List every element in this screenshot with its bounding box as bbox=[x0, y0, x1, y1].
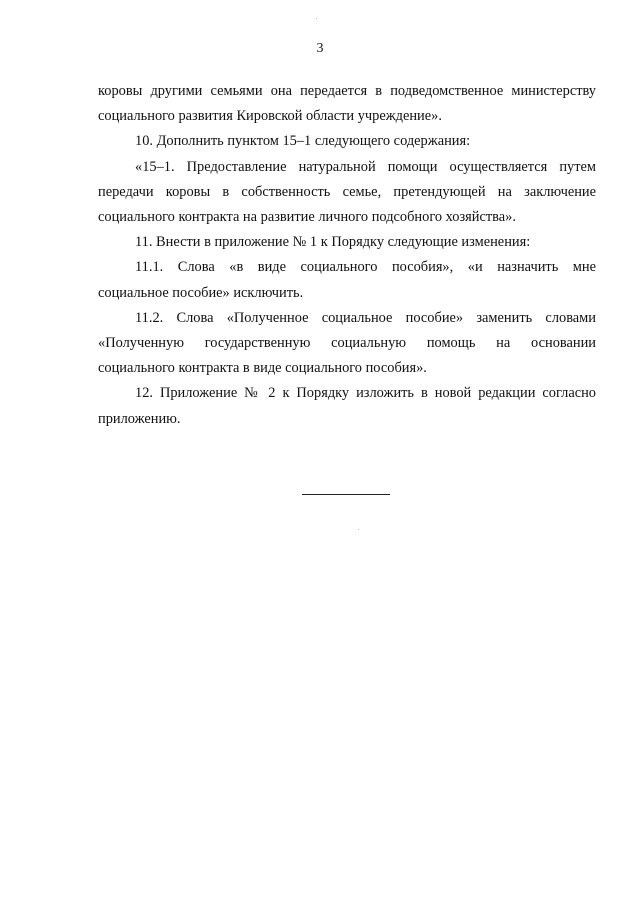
paragraph-item-11 bbox=[98, 230, 596, 255]
scan-speck bbox=[358, 529, 359, 530]
text-line: коровы другими семьями она передается в подведомственное министерству bbox=[98, 83, 596, 99]
paragraph-item-10 bbox=[98, 129, 596, 154]
text-line: социального развития Кировской области учреждение». bbox=[98, 108, 442, 125]
text-line: приложению. bbox=[98, 410, 181, 427]
end-separator-line bbox=[302, 494, 390, 495]
page-number: 3 bbox=[316, 41, 324, 56]
text-line: социальное пособие» исключить. bbox=[98, 284, 304, 301]
text-line: социального контракта в виде социального пособия». bbox=[98, 360, 427, 377]
scan-speck bbox=[316, 18, 317, 19]
text-line: социального контракта на развитие личного подсобного хозяйства». bbox=[98, 209, 516, 226]
text-line: 11. Внести в приложение № 1 к Порядку следующие изменения: bbox=[135, 234, 531, 251]
paragraph-item-15-1 bbox=[98, 155, 596, 231]
paragraph-continuation bbox=[98, 79, 596, 129]
text-line: передачи коровы в собственность семье, претендующей на заключение bbox=[98, 183, 596, 200]
document-body bbox=[98, 79, 596, 432]
text-line: 11.1. Слова «в виде социального пособия», «и назначить мне bbox=[135, 259, 596, 276]
paragraph-item-11-2 bbox=[98, 306, 596, 382]
paragraph-item-12 bbox=[98, 381, 596, 431]
text-line: «Полученную государственную социальную помощь на основании bbox=[98, 335, 596, 352]
text-line: 10. Дополнить пунктом 15–1 следующего содержания: bbox=[135, 133, 471, 150]
text-line: «15–1. Предоставление натуральной помощи осуществляется путем bbox=[135, 158, 596, 175]
text-line: 12. Приложение № 2 к Порядку изложить в новой редакции согласно bbox=[135, 385, 596, 402]
text-line: 11.2. Слова «Полученное социальное пособие» заменить словами bbox=[135, 309, 596, 326]
paragraph-item-11-1 bbox=[98, 255, 596, 305]
